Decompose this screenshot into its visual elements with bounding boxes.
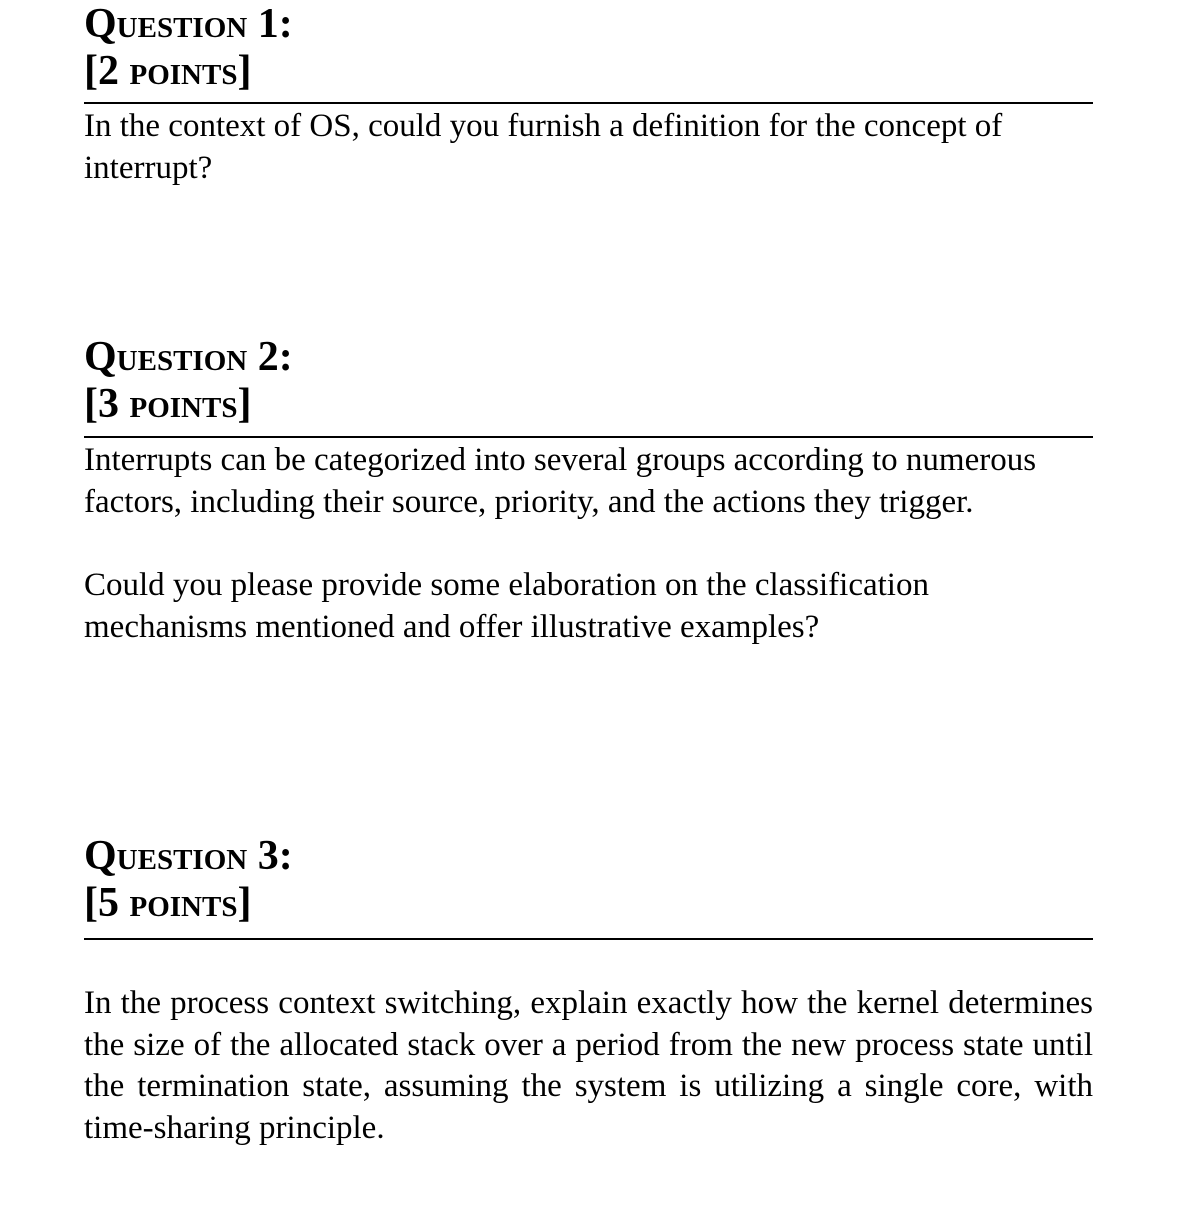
- question-2-text-1: Interrupts can be categorized into several groups according to numerous factors, including their source, priority, and the actions they trigger.: [84, 442, 1037, 520]
- question-3-divider: [84, 938, 1093, 940]
- question-1-text: In the context of OS, could you furnish a definition for the concept of interrupt?: [84, 108, 1003, 186]
- question-3-body: [84, 983, 1093, 1149]
- question-2-divider: [84, 436, 1093, 438]
- question-3-text: In the process context switching, explain exactly how the kernel determines the size of the allocated stack over a period from the new process state until the termination state, assuming the system is utilizing a single core, with time-sharing principle.: [84, 985, 1093, 1146]
- question-1-body: [84, 106, 1093, 189]
- question-1: [84, 0, 1093, 189]
- question-3: [84, 832, 1093, 1149]
- question-1-divider: [84, 102, 1093, 104]
- question-2-text-2: Could you please provide some elaboration on the classification mechanisms mentioned and offer illustrative examples?: [84, 567, 929, 645]
- question-3-points: [5 points]: [84, 880, 252, 926]
- question-1-title: Question 1:: [84, 1, 293, 47]
- question-2-title: Question 2:: [84, 334, 293, 380]
- question-2-body: [84, 440, 1093, 648]
- question-1-points: [2 points]: [84, 48, 252, 94]
- question-3-title: Question 3:: [84, 833, 293, 879]
- question-2-points: [3 points]: [84, 381, 252, 427]
- question-2: [84, 333, 1093, 648]
